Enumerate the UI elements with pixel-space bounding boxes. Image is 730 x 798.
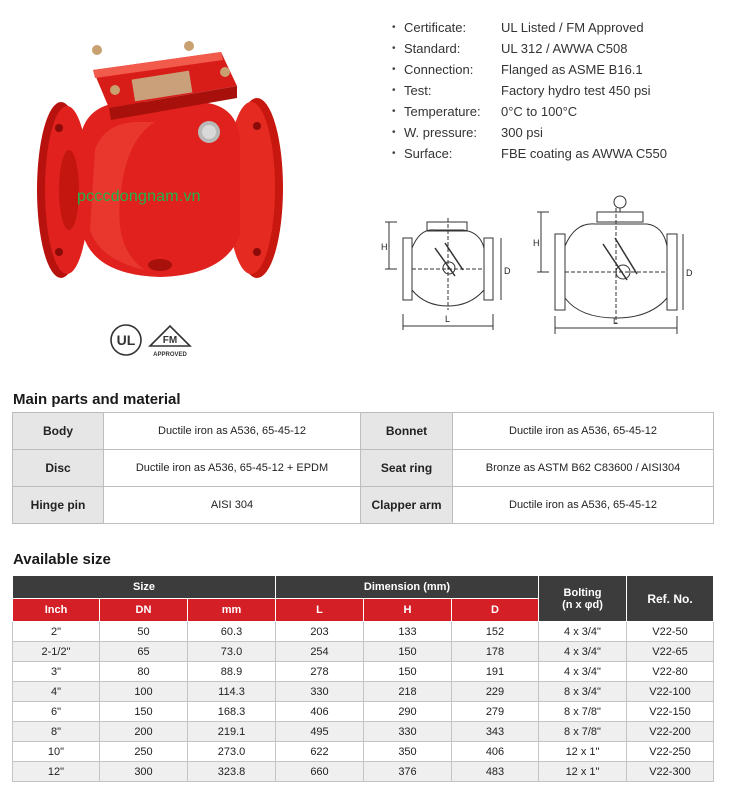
- cell-inch: 12": [13, 762, 100, 782]
- table-row: [13, 622, 714, 642]
- spec-value: UL 312 / AWWA C508: [501, 41, 628, 56]
- dim-label-h: H: [381, 242, 388, 252]
- cell-ref: V22-250: [627, 742, 714, 762]
- bullet-icon: •: [392, 43, 396, 54]
- cell-h: 133: [364, 622, 452, 642]
- spec-row: [392, 17, 722, 38]
- cell-h: 150: [364, 662, 452, 682]
- svg-text:FM: FM: [162, 335, 178, 346]
- dim-label-l: L: [613, 316, 619, 326]
- spec-label: Certificate:: [404, 20, 467, 35]
- spec-label: Temperature:: [404, 104, 481, 119]
- cell-bolt: 8 x 7/8": [539, 722, 627, 742]
- cell-dn: 150: [100, 702, 188, 722]
- size-table: [12, 575, 714, 782]
- spec-value: 300 psi: [501, 125, 543, 140]
- cell-ref: V22-100: [627, 682, 714, 702]
- cell-h: 218: [364, 682, 452, 702]
- svg-text:UL: UL: [116, 332, 136, 348]
- cell-l: 660: [276, 762, 364, 782]
- header-bolting-sub: (n x φd): [562, 598, 603, 611]
- part-label: Clapper arm: [361, 487, 453, 524]
- header-dimension: Dimension (mm): [276, 576, 539, 599]
- table-row: [13, 702, 714, 722]
- bullet-icon: •: [392, 127, 396, 138]
- cell-bolt: 12 x 1": [539, 762, 627, 782]
- cell-d: 279: [452, 702, 539, 722]
- cell-inch: 4": [13, 682, 100, 702]
- part-material: Ductile iron as A536, 65-45-12: [453, 413, 714, 450]
- dim-label-d: D: [686, 268, 693, 278]
- header-size: Size: [13, 576, 276, 599]
- part-material: AISI 304: [104, 487, 361, 524]
- cell-mm: 273.0: [188, 742, 276, 762]
- cell-inch: 3": [13, 662, 100, 682]
- header-dn: DN: [100, 599, 188, 622]
- header-h: H: [364, 599, 452, 622]
- cell-dn: 80: [100, 662, 188, 682]
- cell-l: 622: [276, 742, 364, 762]
- cell-d: 152: [452, 622, 539, 642]
- cell-bolt: 4 x 3/4": [539, 662, 627, 682]
- drawing-small-valve: [385, 218, 501, 330]
- table-row: [13, 487, 714, 524]
- cell-ref: V22-200: [627, 722, 714, 742]
- bullet-icon: •: [392, 85, 396, 96]
- spec-label: W. pressure:: [404, 125, 477, 140]
- cell-mm: 60.3: [188, 622, 276, 642]
- cell-h: 290: [364, 702, 452, 722]
- header-d: D: [452, 599, 539, 622]
- cell-l: 254: [276, 642, 364, 662]
- table-row: [13, 662, 714, 682]
- spec-row: [392, 122, 722, 143]
- cell-d: 178: [452, 642, 539, 662]
- cell-bolt: 8 x 3/4": [539, 682, 627, 702]
- cell-dn: 300: [100, 762, 188, 782]
- watermark-text: pcccdongnam.vn: [77, 188, 201, 205]
- spec-label: Connection:: [404, 62, 474, 77]
- spec-label: Standard:: [404, 41, 461, 56]
- cell-mm: 323.8: [188, 762, 276, 782]
- bullet-icon: •: [392, 64, 396, 75]
- spec-row: [392, 59, 722, 80]
- bullet-icon: •: [392, 106, 396, 117]
- header-bolting: [539, 576, 627, 622]
- cell-d: 229: [452, 682, 539, 702]
- cell-inch: 10": [13, 742, 100, 762]
- cell-mm: 219.1: [188, 722, 276, 742]
- table-header-row: [13, 576, 714, 599]
- spec-value: 0°C to 100°C: [501, 104, 578, 119]
- cell-d: 483: [452, 762, 539, 782]
- parts-table: [12, 412, 714, 524]
- cell-l: 330: [276, 682, 364, 702]
- cell-dn: 100: [100, 682, 188, 702]
- cell-d: 191: [452, 662, 539, 682]
- header-inch: Inch: [13, 599, 100, 622]
- dim-label-l: L: [445, 314, 451, 324]
- dim-label-h: H: [533, 238, 540, 248]
- header-bolting-label: Bolting: [563, 586, 602, 599]
- cell-ref: V22-150: [627, 702, 714, 722]
- part-material: Bronze as ASTM B62 C83600 / AISI304: [453, 450, 714, 487]
- part-label: Seat ring: [361, 450, 453, 487]
- cell-l: 278: [276, 662, 364, 682]
- cell-bolt: 4 x 3/4": [539, 622, 627, 642]
- spec-value: Flanged as ASME B16.1: [501, 62, 643, 77]
- part-label: Disc: [13, 450, 104, 487]
- part-label: Hinge pin: [13, 487, 104, 524]
- cell-inch: 8": [13, 722, 100, 742]
- specification-list: [392, 17, 722, 164]
- cell-mm: 168.3: [188, 702, 276, 722]
- spec-row: [392, 101, 722, 122]
- drawing-large-valve: [537, 196, 683, 334]
- cell-l: 203: [276, 622, 364, 642]
- dim-label-d: D: [504, 266, 511, 276]
- cell-l: 495: [276, 722, 364, 742]
- cell-dn: 50: [100, 622, 188, 642]
- header-l: L: [276, 599, 364, 622]
- table-row: [13, 450, 714, 487]
- bullet-icon: •: [392, 148, 396, 159]
- table-row: [13, 722, 714, 742]
- spec-label: Surface:: [404, 146, 453, 161]
- cell-ref: V22-300: [627, 762, 714, 782]
- cell-ref: V22-50: [627, 622, 714, 642]
- part-label: Bonnet: [361, 413, 453, 450]
- cell-d: 343: [452, 722, 539, 742]
- cell-inch: 2-1/2": [13, 642, 100, 662]
- table-row: [13, 742, 714, 762]
- header-ref-no: Ref. No.: [627, 576, 714, 622]
- part-material: Ductile iron as A536, 65-45-12: [104, 413, 361, 450]
- cell-dn: 65: [100, 642, 188, 662]
- table-row: [13, 413, 714, 450]
- technical-drawing: [375, 188, 720, 338]
- table-row: [13, 642, 714, 662]
- spec-row: [392, 80, 722, 101]
- spec-row: [392, 143, 722, 164]
- cell-bolt: 4 x 3/4": [539, 642, 627, 662]
- valve-product-image: [25, 30, 290, 300]
- spec-row: [392, 38, 722, 59]
- spec-value: FBE coating as AWWA C550: [501, 146, 667, 161]
- cell-ref: V22-65: [627, 642, 714, 662]
- bullet-icon: •: [392, 22, 396, 33]
- cell-h: 376: [364, 762, 452, 782]
- parts-section-title: Main parts and material: [13, 391, 181, 408]
- fm-approved-logo-icon: [150, 326, 190, 358]
- size-table-body: [13, 622, 714, 782]
- header-mm: mm: [188, 599, 276, 622]
- cell-mm: 88.9: [188, 662, 276, 682]
- part-material: Ductile iron as A536, 65-45-12 + EPDM: [104, 450, 361, 487]
- spec-value: Factory hydro test 450 psi: [501, 83, 651, 98]
- ul-logo-icon: [111, 325, 141, 355]
- cell-l: 406: [276, 702, 364, 722]
- svg-text:APPROVED: APPROVED: [153, 352, 187, 358]
- spec-label: Test:: [404, 83, 432, 98]
- table-row: [13, 762, 714, 782]
- cell-dn: 250: [100, 742, 188, 762]
- cell-bolt: 12 x 1": [539, 742, 627, 762]
- cell-mm: 73.0: [188, 642, 276, 662]
- table-row: [13, 682, 714, 702]
- cell-bolt: 8 x 7/8": [539, 702, 627, 722]
- cell-dn: 200: [100, 722, 188, 742]
- part-material: Ductile iron as A536, 65-45-12: [453, 487, 714, 524]
- cell-h: 150: [364, 642, 452, 662]
- cell-inch: 6": [13, 702, 100, 722]
- spec-value: UL Listed / FM Approved: [501, 20, 644, 35]
- cell-inch: 2": [13, 622, 100, 642]
- cell-h: 330: [364, 722, 452, 742]
- cell-d: 406: [452, 742, 539, 762]
- sizes-section-title: Available size: [13, 551, 111, 568]
- cell-ref: V22-80: [627, 662, 714, 682]
- cell-h: 350: [364, 742, 452, 762]
- certification-logos: [108, 318, 218, 362]
- cell-mm: 114.3: [188, 682, 276, 702]
- part-label: Body: [13, 413, 104, 450]
